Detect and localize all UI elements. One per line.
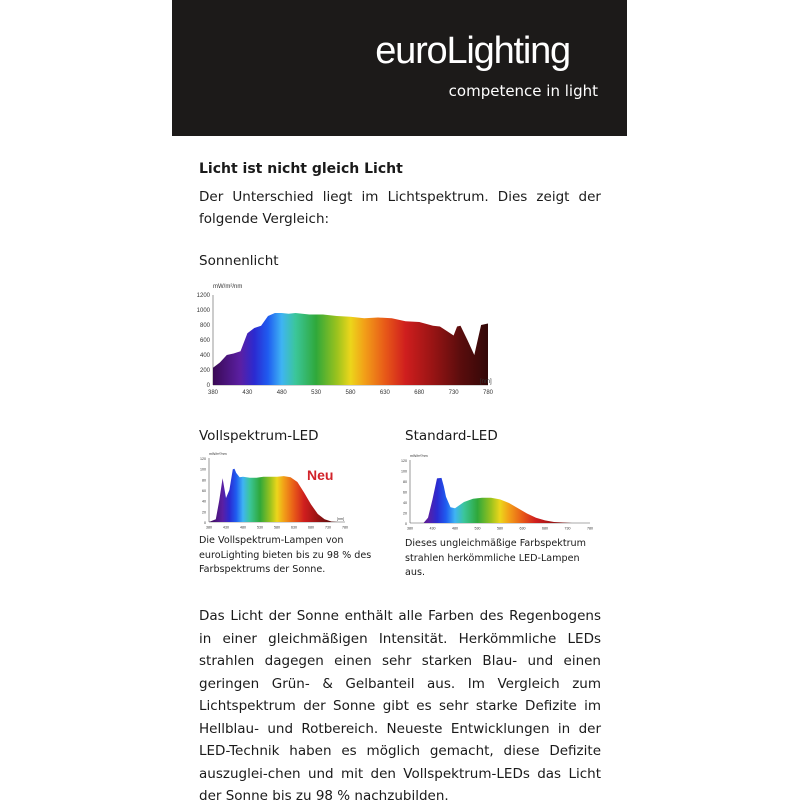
y-tick-label: 0 [207, 383, 211, 389]
x-tick-label: 730 [325, 526, 331, 530]
full-led-spectrum-chart [197, 450, 355, 530]
standard-led-caption: Dieses ungleichmäßige Farbspektrum strahlen herkömmliche LED-Lampen aus. [405, 537, 590, 581]
x-tick-label: 480 [452, 527, 458, 531]
y-tick-label: 100 [401, 470, 407, 474]
x-tick-label: 430 [223, 526, 229, 530]
x-tick-label: 430 [242, 390, 253, 396]
y-unit-label: mW/m²/nm [213, 284, 242, 290]
body-paragraph: Das Licht der Sonne enthält alle Farben des Regenbogens in einer gleichmäßigen Intensität. Herkömmliche LEDs strahlen dagegen einen sehr starken Blau- und einen geringen Grün- & Gelbanteil aus. Im Vergleich zum Lichtspektrum der Sonne gibt es sehr starke Defizite im Hellblau- und Rotbereich. Neueste Entwicklungen in der LED-Technik haben es möglich gemacht, diese Defizite auszuglei-chen und mit den Vollspektrum-LEDs das Licht der Sonne bis zu 98 % nachzubilden. [199, 605, 601, 808]
y-tick-label: 100 [200, 468, 206, 472]
x-tick-label: 580 [274, 526, 280, 530]
x-tick-label: 730 [565, 527, 571, 531]
y-tick-label: 80 [202, 478, 206, 482]
x-unit-label: [nm] [480, 379, 492, 385]
x-tick-label: 480 [277, 390, 288, 396]
y-unit-label: mW/m²/nm [209, 452, 227, 456]
x-tick-label: 380 [208, 390, 219, 396]
standard-led-spectrum-chart [400, 450, 605, 535]
full-led-chart-title: Vollspektrum-LED [199, 428, 319, 444]
y-tick-label: 60 [403, 491, 407, 495]
x-tick-label: 530 [257, 526, 263, 530]
spectrum-area [213, 313, 488, 385]
y-tick-label: 0 [204, 521, 206, 525]
y-tick-label: 120 [401, 459, 407, 463]
y-tick-label: 0 [405, 522, 407, 526]
standard-led-chart-title: Standard-LED [405, 428, 498, 444]
section-heading: Licht ist nicht gleich Licht [199, 161, 403, 177]
new-badge: Neu [307, 467, 333, 483]
x-tick-label: 630 [291, 526, 297, 530]
brand-logo: euroLighting [180, 29, 570, 73]
x-tick-label: 480 [240, 526, 246, 530]
y-tick-label: 40 [403, 501, 407, 505]
y-unit-label: mW/m²/nm [410, 454, 428, 458]
x-tick-label: 580 [497, 527, 503, 531]
spectrum-area [410, 478, 590, 523]
x-tick-label: 380 [206, 526, 212, 530]
y-tick-label: 600 [200, 338, 211, 344]
sun-spectrum-chart [195, 278, 500, 400]
y-tick-label: 800 [200, 323, 211, 329]
x-unit-label: [nm] [337, 517, 344, 521]
x-tick-label: 780 [587, 527, 593, 531]
x-tick-label: 630 [380, 390, 391, 396]
x-tick-label: 530 [311, 390, 322, 396]
x-tick-label: 530 [475, 527, 481, 531]
y-tick-label: 120 [200, 457, 206, 461]
y-tick-label: 1200 [197, 293, 211, 299]
full-led-caption: Die Vollspektrum-Lampen von euroLighting bieten bis zu 98 % des Farbspektrums der Sonne. [199, 534, 374, 578]
x-tick-label: 580 [345, 390, 356, 396]
y-tick-label: 20 [202, 510, 206, 514]
x-tick-label: 680 [542, 527, 548, 531]
x-tick-label: 630 [520, 527, 526, 531]
x-tick-label: 680 [414, 390, 425, 396]
y-tick-label: 200 [200, 368, 211, 374]
y-tick-label: 20 [403, 512, 407, 516]
brand-tagline: competence in light [380, 81, 598, 101]
y-tick-label: 60 [202, 489, 206, 493]
x-tick-label: 430 [430, 527, 436, 531]
sun-chart-title: Sonnenlicht [199, 253, 279, 269]
y-tick-label: 1000 [197, 308, 211, 314]
y-tick-label: 400 [200, 353, 211, 359]
y-tick-label: 80 [403, 480, 407, 484]
x-tick-label: 780 [342, 526, 348, 530]
x-tick-label: 380 [407, 527, 413, 531]
y-tick-label: 40 [202, 500, 206, 504]
x-tick-label: 730 [449, 390, 460, 396]
x-tick-label: 780 [483, 390, 494, 396]
intro-paragraph: Der Unterschied liegt im Lichtspektrum. Dies zeigt der folgende Vergleich: [199, 186, 601, 230]
x-tick-label: 680 [308, 526, 314, 530]
